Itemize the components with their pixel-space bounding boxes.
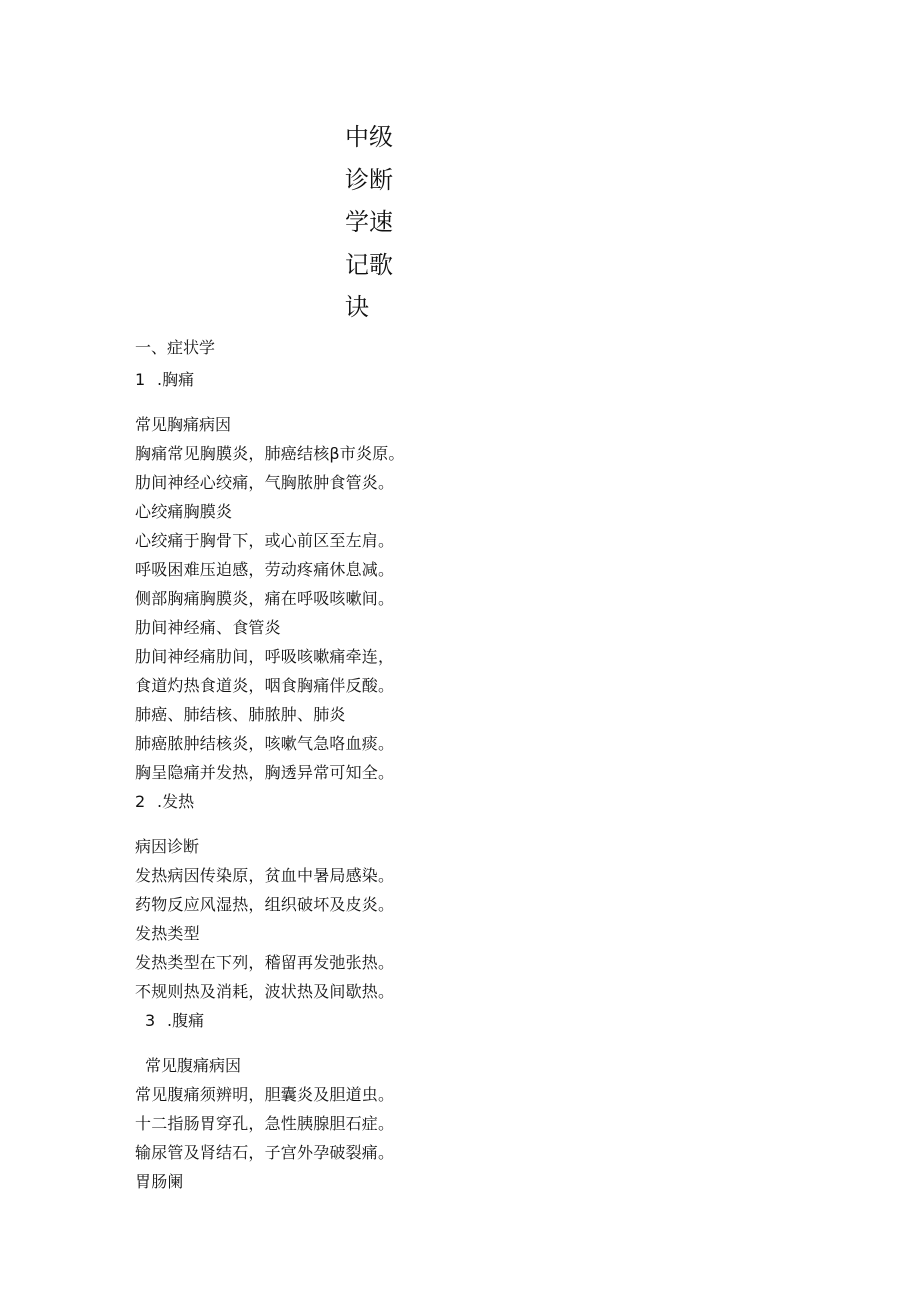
subsection-heading-abdominal-pain [135, 1006, 410, 1051]
chest-pain-causes-subtitle: 常见胸痛病因 [135, 415, 232, 434]
subsection-number: 2 [135, 792, 146, 811]
verse-text: 发热病因传染原，贫血中暑局感染。药物反应风湿热，组织破坏及皮炎。 [135, 866, 395, 914]
subsection-heading-chest-pain [135, 365, 410, 410]
abdominal-pain-verse-1: 常见腹痛须辨明，胆囊炎及胆道虫。十二指肠胃穿孔，急性胰腺胆石症。输尿管及肾结石，子宫外孕破裂痛。胃肠阑 [135, 1085, 395, 1191]
chest-pain-verse-2 [135, 526, 410, 642]
verse-text: 肋间神经痛肋间，呼吸咳嗽痛牵连，食道灼热食道炎，咽食胸痛伴反酸。 [135, 647, 395, 695]
section-heading-symptoms: 一、症状学 [135, 338, 216, 357]
subsection-title: .腹痛 [167, 1011, 205, 1030]
verse-heading-inline: 肺癌、肺结核、肺脓肿、肺炎 [135, 705, 346, 724]
document-body [135, 336, 410, 1191]
verse-heading-inline: 心绞痛胸膜炎 [135, 502, 233, 521]
document-title: 中级诊断学速记歌诀 [345, 123, 393, 321]
verse-heading-inline: 发热类型 [135, 924, 200, 943]
subsection-number: 3 [145, 1011, 156, 1030]
subsection-title: .胸痛 [157, 370, 195, 389]
verse-text: 胸痛常见胸膜炎，肺癌结核β市炎原。肋间神经心绞痛，气胸脓肿食管炎。 [135, 444, 405, 492]
verse-heading-inline: 肋间神经痛、食管炎 [135, 618, 281, 637]
fever-verse-2: 发热类型在下列，稽留再发弛张热。不规则热及消耗，波状热及间歇热。 [135, 953, 395, 1001]
subsection-title: .发热 [157, 792, 195, 811]
subsection-number: 1 [135, 370, 146, 389]
verse-text: 心绞痛于胸骨下，或心前区至左肩。呼吸困难压迫感，劳动疼痛休息减。侧部胸痛胸膜炎，痛在呼吸咳嗽间。 [135, 531, 395, 608]
fever-causes-subtitle: 病因诊断 [135, 837, 200, 856]
fever-verse-1 [135, 861, 410, 948]
chest-pain-verse-1 [135, 439, 410, 526]
chest-pain-verse-4: 肺癌脓肿结核炎，咳嗽气急咯血痰。胸呈隐痛并发热，胸透异常可知全。 [135, 734, 395, 782]
abdominal-pain-causes-subtitle: 常见腹痛病因 [145, 1056, 242, 1075]
subsection-heading-fever [135, 787, 410, 832]
chest-pain-verse-3 [135, 642, 410, 729]
